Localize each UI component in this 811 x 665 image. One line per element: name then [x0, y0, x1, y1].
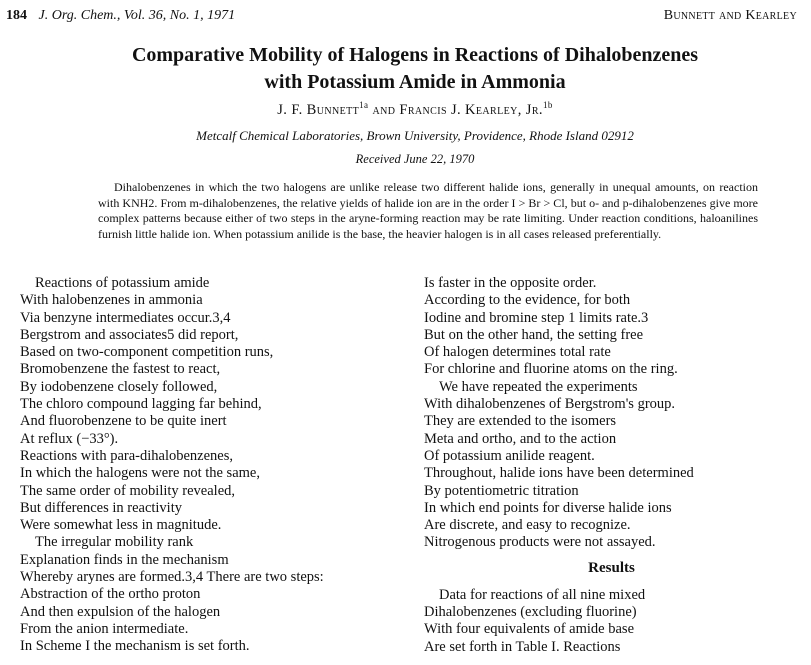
left-column-line: The irregular mobility rank: [35, 534, 194, 551]
page-header: [6, 8, 797, 28]
right-column-line: Throughout, halide ions have been determined: [424, 465, 694, 482]
results-line: Data for reactions of all nine mixed: [439, 586, 646, 603]
author-2: Francis J. Kearley, Jr.: [399, 101, 543, 118]
running-head: Bunnett and Kearley: [663, 8, 797, 23]
right-column-line: Of halogen determines total rate: [424, 344, 611, 361]
left-column-line: Explanation finds in the mechanism: [20, 551, 229, 568]
page-number: 184: [6, 8, 27, 23]
left-column-line: From the anion intermediate.: [20, 620, 189, 637]
left-column-line: By iodobenzene closely followed,: [20, 378, 218, 395]
left-column-line: Bergstrom and associates5 did report,: [20, 326, 239, 343]
right-column-line: For chlorine and fluorine atoms on the ring.: [424, 361, 678, 378]
author-1: J. F. Bunnett: [277, 101, 360, 118]
left-column-line: Were somewhat less in magnitude.: [20, 517, 222, 534]
right-column-line: Meta and ortho, and to the action: [424, 430, 617, 447]
right-column-line: But on the other hand, the setting free: [424, 326, 644, 343]
author-list: [100, 100, 730, 119]
right-column-line: In which end points for diverse halide ions: [424, 499, 672, 516]
article-title: [60, 42, 770, 96]
right-column-line: Of potassium anilide reagent.: [424, 447, 595, 464]
abstract: [98, 180, 758, 242]
author-1-footnote: 1a: [359, 100, 369, 110]
journal-citation: J. Org. Chem., Vol. 36, No. 1, 1971: [38, 8, 236, 23]
title-line-2: with Potassium Amide in Ammonia: [264, 71, 566, 93]
title-line-1: Comparative Mobility of Halogens in Reactions of Dihalobenzenes: [131, 44, 699, 66]
results-line: With four equivalents of amide base: [424, 621, 635, 638]
left-column-line: The chloro compound lagging far behind,: [20, 396, 262, 413]
right-column-line: They are extended to the isomers: [424, 413, 617, 430]
author-2-footnote: 1b: [542, 100, 553, 110]
left-column-line: The same order of mobility revealed,: [20, 482, 236, 499]
left-column-line: Abstraction of the ortho proton: [20, 586, 201, 603]
left-column-line: But differences in reactivity: [20, 499, 182, 516]
right-column-line: Are discrete, and easy to recognize.: [424, 517, 631, 534]
left-column-line: And fluorobenzene to be quite inert: [20, 413, 227, 430]
author-separator: and: [368, 101, 400, 118]
left-column-line: At reflux (−33°).: [20, 430, 119, 447]
right-column-body: [424, 275, 799, 552]
left-column-line: Via benzyne intermediates occur.3,4: [20, 309, 231, 326]
results-line: Are set forth in Table I. Reactions: [424, 638, 621, 655]
abstract-text: Dihalobenzenes in which the two halogens are unlike release two different halide ions, generally in unequal amounts, on reaction with KNH2. From m-dihalobenzenes, the relative yields of halide ion are in the order I > Br > Cl, but o- and p-dihalobenzenes give more complex patterns because either of two steps in the aryne-forming reaction may be rate limiting. Under reaction conditions, haloanilines furnish little halide ion. When potassium anilide is the base, the heavier halogen is in all cases released preferentially.: [98, 180, 758, 241]
results-heading: Results: [588, 559, 635, 576]
header-left: [6, 8, 235, 24]
right-column-line: By potentiometric titration: [424, 482, 579, 499]
left-column-line: Based on two-component competition runs,: [20, 344, 274, 361]
right-column-line: According to the evidence, for both: [424, 292, 631, 309]
left-column-line: In which the halogens were not the same,: [20, 465, 260, 482]
left-column-line: With halobenzenes in ammonia: [20, 292, 203, 309]
left-column-line: In Scheme I the mechanism is set forth.: [20, 638, 250, 655]
right-column: [424, 275, 799, 656]
left-column-line: Whereby arynes are formed.3,4 There are two steps:: [20, 569, 324, 586]
left-column-line: And then expulsion of the halogen: [20, 603, 221, 620]
left-column: [20, 275, 415, 656]
results-body: [424, 587, 799, 656]
left-column-line: Reactions of potassium amide: [35, 275, 210, 291]
right-column-line: We have repeated the experiments: [439, 378, 638, 395]
received-date: Received June 22, 1970: [355, 152, 475, 166]
left-column-line: Reactions with para-dihalobenzenes,: [20, 447, 233, 464]
right-column-line: Nitrogenous products were not assayed.: [424, 534, 656, 551]
results-line: Dihalobenzenes (excluding fluorine): [424, 604, 637, 621]
right-column-line: With dihalobenzenes of Bergstrom's group.: [424, 396, 676, 413]
affiliation: Metcalf Chemical Laboratories, Brown University, Providence, Rhode Island 02912: [196, 128, 634, 143]
right-column-line: Iodine and bromine step 1 limits rate.3: [424, 309, 649, 326]
right-column-line: Is faster in the opposite order.: [424, 275, 597, 291]
left-column-line: Bromobenzene the fastest to react,: [20, 361, 221, 378]
